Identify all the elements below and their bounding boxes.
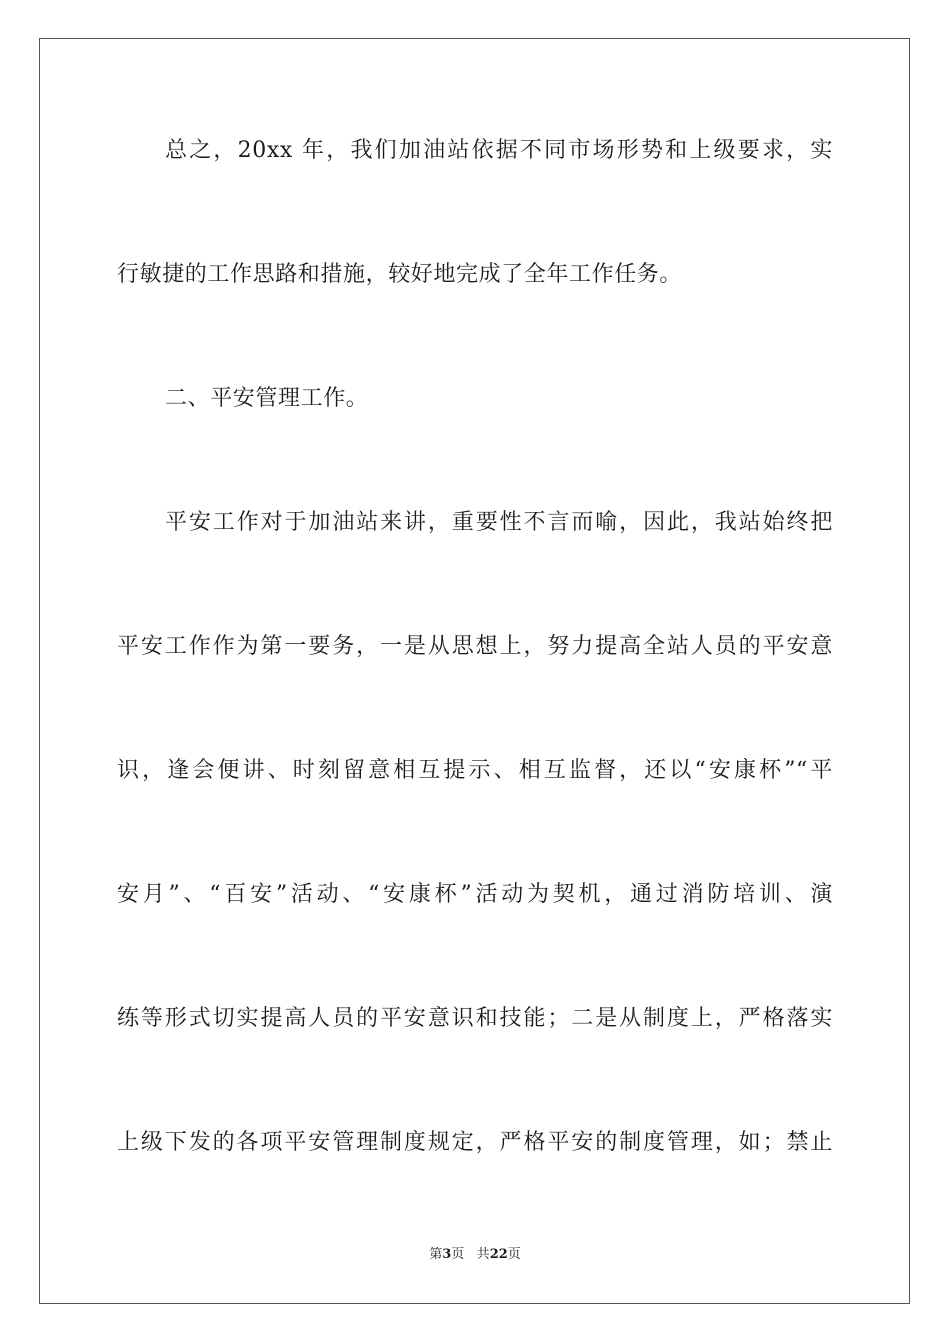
page-number: 3 (442, 1247, 452, 1262)
paragraph-line: 行敏捷的工作思路和措施，较好地完成了全年工作任务。 (117, 262, 683, 287)
page-footer (0, 1246, 950, 1264)
total-suffix: 页 (507, 1247, 521, 1262)
total-prefix: 共 (476, 1247, 490, 1262)
total-pages: 22 (489, 1247, 508, 1262)
section-heading: 二、平安管理工作。 (165, 386, 369, 411)
paragraph-line: 安月”、“百安”活动、“安康杯”活动为契机，通过消防培训、演 (117, 882, 833, 907)
paragraph-line: 上级下发的各项平安管理制度规定，严格平安的制度管理，如；禁止 (117, 1130, 833, 1155)
paragraph-line: 平安工作作为第一要务，一是从思想上，努力提高全站人员的平安意 (117, 634, 833, 659)
page-suffix: 页 (451, 1247, 465, 1262)
page-prefix: 第 (429, 1247, 443, 1262)
paragraph-line: 平安工作对于加油站来讲，重要性不言而喻，因此，我站始终把 (165, 510, 833, 535)
paragraph-line: 练等形式切实提高人员的平安意识和技能；二是从制度上，严格落实 (117, 1006, 833, 1031)
paragraph-line: 总之，20xx 年，我们加油站依据不同市场形势和上级要求，实 (165, 138, 833, 163)
page-border (39, 38, 910, 1304)
paragraph-line: 识，逢会便讲、时刻留意相互提示、相互监督，还以“安康杯”“平 (117, 758, 833, 783)
